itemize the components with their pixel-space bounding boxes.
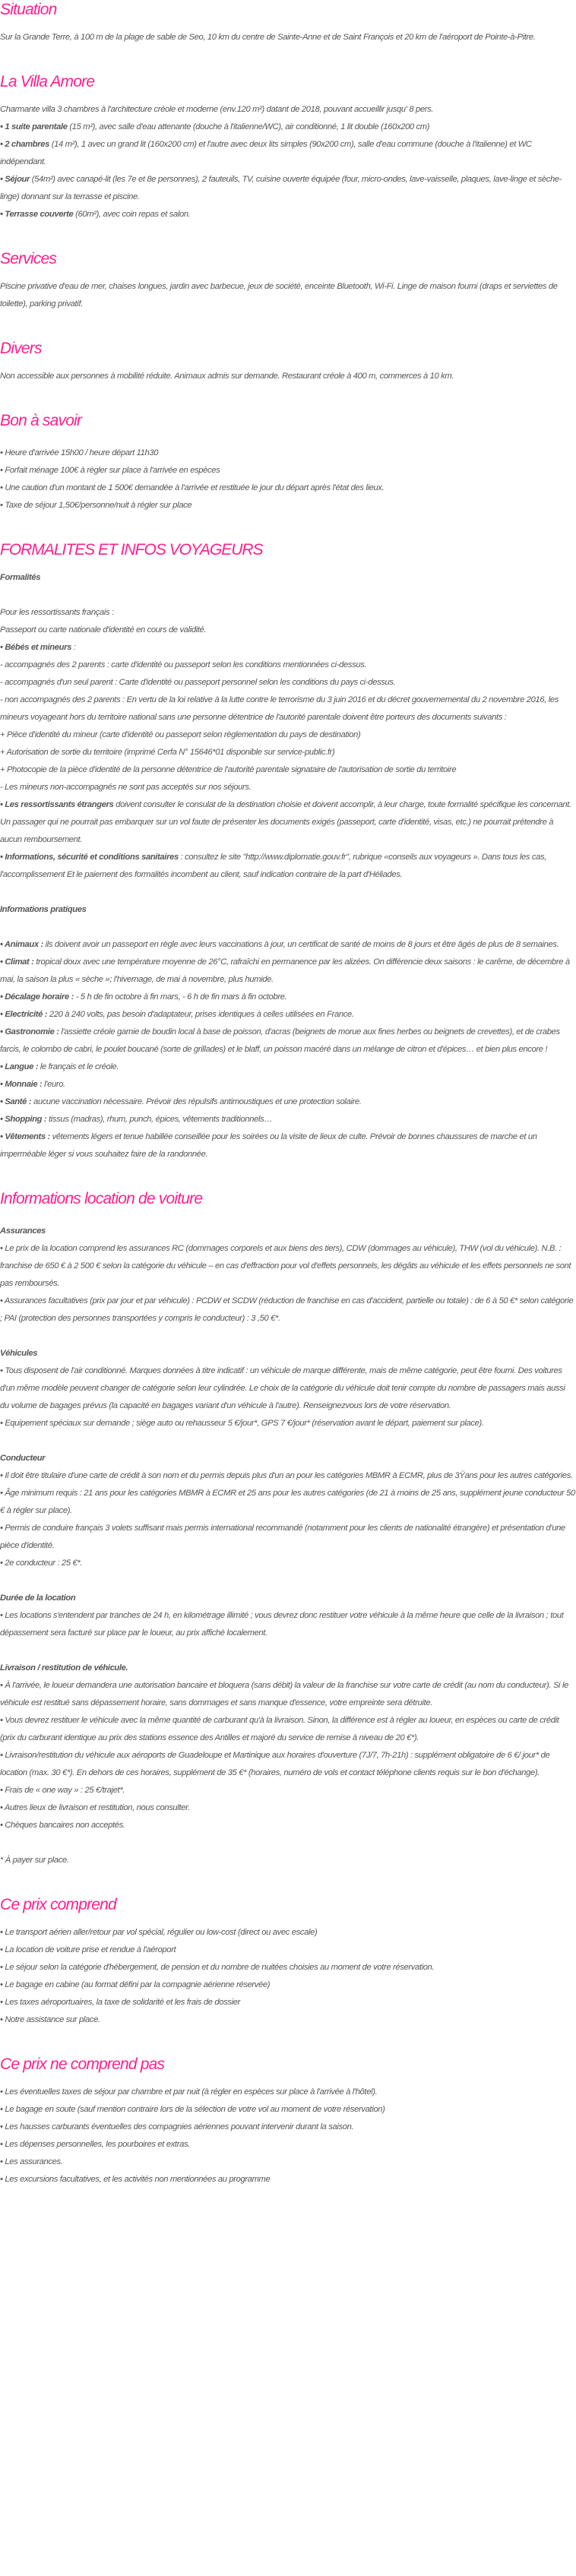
pratique-text: l'euro. (42, 1080, 65, 1089)
subheading-assurances: Assurances (0, 1226, 46, 1236)
pratique-label: • Vêtements : (0, 1132, 50, 1141)
list-item: • Le bagage en soute (sauf mention contraire lors de la sélection de votre vol au moment de votre réservation) (0, 2105, 385, 2114)
pratique-item (0, 989, 576, 1006)
list-item: • Âge minimum requis : 21 ans pour les catégories MBMR à ECMR et 25 ans pour les autres catégories (de 21 à moins de 25 ans, supplément jeune conducteur 50 € à régler sur place). (0, 1489, 575, 1515)
villa-item-label: • Terrasse couverte (0, 210, 74, 219)
list-item: • Il doit être titulaire d'une carte de crédit à son nom et du permis depuis plus d'un an pour les catégories MBMR à ECMR, plus de 3Ÿans pour les autres catégories. (0, 1471, 573, 1480)
pratique-text: - 5 h de fin octobre à fin mars, - 6 h de fin mars à fin octobre. (74, 992, 287, 1002)
villa-item-text: (15 m²), avec salle d'eau attenante (douche à l'italienne/WC), air conditionné, 1 lit double (160x200 cm) (67, 122, 430, 131)
list-item: • Forfait ménage 100€ à régler sur place à l'arrivée en espèces (0, 466, 220, 475)
heading-bon-a-savoir: Bon à savoir (0, 412, 82, 429)
formalites-line: - accompagnés d'un seul parent : Carte d'identité ou passeport personnel selon les conditions du pays ci-dessus. (0, 678, 396, 687)
pratique-text: 220 à 240 volts, pas besoin d'adaptateur, prises identiques à celles utilisées en France. (47, 1010, 354, 1019)
list-item: • Les excursions facultatives, et les activités non mentionnées au programme (0, 2175, 271, 2184)
formalites-line: - non accompagnés des 2 parents : En vertu de la loi relative à la lutte contre le terrorisme du 3 juin 2016 et du décret gouvernemental du 2 novembre 2016, les mineurs voyageant hors du territoire national sans une personne détentrice de l'autorité parentale doivent être porteurs des documents suivants : (0, 695, 559, 722)
section-divers (0, 339, 576, 385)
list-item: • Les hausses carburants éventuelles des compagnies aériennes pouvant intervenir durant la saison. (0, 2122, 354, 2131)
formalites-label: • Les ressortissants étrangers (0, 800, 114, 809)
villa-item-label: • 2 chambres (0, 140, 50, 149)
pratique-text: le français et le créole. (38, 1062, 119, 1071)
pratique-item (0, 1093, 576, 1111)
heading-location-voiture: Informations location de voiture (0, 1190, 203, 1207)
pratique-text: vêtements légers et tenue habillée conseillée pour les soirées ou la visite de lieux de culte. Prévoir de bonnes chaussures de marche et un imperméable léger si vous souhaitez faire de la randonnée. (0, 1132, 537, 1159)
pratique-label: • Décalage horaire : (0, 992, 74, 1002)
formalites-line: + Pièce d'identité du mineur (carte d'identité ou passeport selon règlementation du pays de destination) (0, 730, 361, 739)
list-item: • Le transport aérien aller/retour par vol spécial, régulier ou low-cost (direct ou avec escale) (0, 1928, 318, 1937)
formalites-label: • Informations, sécurité et conditions sanitaires (0, 853, 179, 862)
villa-item-label: • Séjour (0, 175, 30, 184)
list-item: • Assurances facultatives (prix par jour et par véhicule) : PCDW et SCDW (réduction de franchise en cas d'accident, partielle ou totale) : de 6 à 50 €* selon catégorie ; PAI (protection des personnes transportées y compris le conducteur) : 3 ,50 €*. (0, 1296, 574, 1323)
heading-prix-ne-comprend-pas: Ce prix ne comprend pas (0, 2055, 165, 2073)
formalites-line (0, 639, 576, 657)
pratique-label: • Santé : (0, 1097, 32, 1106)
villa-item-text: (60m²), avec coin repas et salon. (73, 210, 191, 219)
section-situation (0, 0, 576, 46)
formalites-line: + Photocopie de la pièce d'identité de la personne détentrice de l'autorité parentale signataire de l'autorisation de sortie du territoire (0, 765, 457, 774)
pratique-text: l'assiette créole garnie de boudin local à base de poisson, d'acras (beignets de morue aux fines herbes ou beignets de crevettes), et de crabes farcis, le colombo de cabri, le poulet boucané (sorte de grillades) et le blaff, un poisson macéré dans un mélange de citron et d'épices… et bien plus encore ! (0, 1027, 560, 1054)
list-item: • Equipement spéciaux sur demande ; siège auto ou rehausseur 5 €/jour*, GPS 7 €/jour* (réservation avant le départ, paiement sur place). (0, 1419, 484, 1428)
pratique-item (0, 1006, 576, 1024)
list-item: • Les locations s'entendent par tranches de 24 h, en kilométrage illimité ; vous devrez donc restituer votre véhicule à la même heure que celle de la livraison ; tout dépassement sera facturé sur place par le loueur, au prix affiché localement. (0, 1611, 564, 1638)
list-item: • Livraison/restitution du véhicule aux aéroports de Guadeloupe et Martinique aux horaires d'ouverture (7J/7, 7h-21h) : supplément obligatoire de 6 €/ jour* de location (max. 30 €*). En dehors de ces horaires, supplément de 35 €* (horaires, numéro de vols et contact téléphone clients requis sur le bon d'échange). (0, 1751, 550, 1777)
formalites-text: : (71, 643, 76, 652)
section-location-voiture (0, 1189, 576, 1869)
subheading-formalites: Formalités (0, 573, 41, 582)
formalites-line: Pour les ressortissants français : (0, 608, 114, 617)
section-villa (0, 72, 576, 223)
formalites-line: - Les mineurs non-accompagnés ne sont pas acceptés sur nos séjours. (0, 783, 252, 792)
section-prix-ne-comprend-pas (0, 2055, 576, 2188)
subheading-vehicules: Véhicules (0, 1349, 38, 1358)
section-services (0, 249, 576, 313)
list-item: • Une caution d'un montant de 1 500€ demandée à l'arrivée et restituée le jour du départ après l'état des lieux. (0, 483, 385, 492)
formalites-text: doivent consulter le consulat de la destination choisie et doivent accomplir, à leur charge, toute formalité spécifique les concernant. Un passager qui ne pourrait pas embarquer sur un vol faute de présenter les documents exigés (passeport, carte d'identité, visas, etc.) ne pourrait prétendre à aucun remboursement. (0, 800, 571, 844)
heading-services: Services (0, 250, 57, 267)
pratique-text: tropical doux avec une température moyenne de 26°C, rafraîchi en permanence par les alizées. On différencie deux saisons : le carême, de décembre à mai, la saison la plus « sèche »; l'hivernage, de mai à novembre, plus humide. (0, 957, 570, 984)
pratique-label: • Climat : (0, 957, 34, 967)
formalites-line: + Autorisation de sortie du territoire (imprimé Cerfa N° 15646*01 disponible sur service-public.fr) (0, 748, 335, 757)
pratique-item (0, 954, 576, 989)
section-formalites (0, 540, 576, 1163)
villa-item-text: (54m²) avec canapé-lit (les 7e et 8e personnes), 2 fauteuils, TV, cuisine ouverte équipée (four, micro-ondes, lave-vaisselle, plaques, lave-linge et sèche-linge) donnant sur la terrasse et piscine. (0, 175, 562, 201)
list-item: • Autres lieux de livraison et restitution, nous consulter. (0, 1803, 190, 1812)
subheading-duree: Durée de la location (0, 1593, 76, 1603)
villa-intro: Charmante villa 3 chambres à l'architecture créole et moderne (env.120 m²) datant de 2018, pouvant accueillir jusqu' 8 pers. (0, 105, 434, 114)
heading-villa: La Villa Amore (0, 73, 95, 90)
list-item: • Le prix de la location comprend les assurances RC (dommages corporels et aux biens des tiers), CDW (dommages au véhicule), THW (vol du véhicule). N.B. : franchise de 650 € à 2 500 € selon la catégorie du véhicule – en cas d'effraction pour vol d'effets personnels, les dégâts au véhicule et les effets personnels ne sont pas remboursés. (0, 1244, 571, 1288)
pratique-label: • Animaux : (0, 940, 43, 949)
list-item: • Les éventuelles taxes de séjour par chambre et par nuit (à régler en espèces sur place à l'arrivée à l'hôtel). (0, 2087, 378, 2097)
pratique-text: aucune vaccination nécessaire. Prévoir des répulsifs antimoustiques et une protection solaire. (31, 1097, 362, 1106)
heading-divers: Divers (0, 340, 42, 357)
pratique-text: tissus (madras), rhum, punch, épices, vêtements traditionnels… (46, 1115, 273, 1124)
subheading-pratiques: Informations pratiques (0, 905, 87, 914)
formalites-line: Passeport ou carte nationale d'identité en cours de validité. (0, 625, 207, 635)
heading-formalites: FORMALITES ET INFOS VOYAGEURS (0, 541, 263, 559)
list-item: • Le bagage en cabine (au format défini par la compagnie aérienne réservée) (0, 1980, 271, 1989)
section-prix-comprend (0, 1895, 576, 2029)
pratique-label: • Gastronomie : (0, 1027, 59, 1036)
pratique-item (0, 936, 576, 954)
villa-item (0, 171, 576, 206)
list-item: • Heure d'arrivée 15h00 / heure départ 11h30 (0, 448, 159, 457)
villa-item (0, 206, 576, 223)
heading-situation: Situation (0, 1, 57, 18)
pratique-item (0, 1128, 576, 1163)
heading-prix-comprend: Ce prix comprend (0, 1896, 116, 1913)
pratique-item (0, 1059, 576, 1076)
formalites-label: • Bébés et mineurs (0, 643, 71, 652)
subheading-livraison: Livraison / restitution de véhicule. (0, 1663, 128, 1673)
villa-item (0, 136, 576, 171)
villa-item-label: • 1 suite parentale (0, 122, 68, 131)
list-item: • Notre assistance sur place. (0, 2015, 100, 2024)
list-item: • Les assurances. (0, 2157, 63, 2166)
pratique-label: • Shopping : (0, 1115, 47, 1124)
divers-text: Non accessible aux personnes à mobilité réduite. Animaux admis sur demande. Restaurant créole à 400 m, commerces à 10 km. (0, 372, 454, 381)
pratique-label: • Electricité : (0, 1010, 48, 1019)
list-item: • Le séjour selon la catégorie d'hébergement, de pension et du nombre de nuitées choisies au moment de votre réservation. (0, 1963, 435, 1972)
formalites-line (0, 796, 576, 849)
list-item: • Les taxes aéroportuaires, la taxe de solidarité et les frais de dossier (0, 1998, 241, 2007)
services-text: Piscine privative d'eau de mer, chaises longues, jardin avec barbecue, jeux de société, enceinte Bluetooth, Wi-Fi. Linge de maison fourni (draps et serviettes de toilette), parking privatif. (0, 282, 558, 309)
footnote: * À payer sur place. (0, 1856, 69, 1865)
list-item: • À l'arrivée, le loueur demandera une autorisation bancaire et bloquera (sans débit) la valeur de la franchise sur votre carte de crédit (au nom du conducteur). Si le véhicule est restitué sans dépassement horaire, sans dommages et sans manque d'essence, votre empreinte sera détruite. (0, 1681, 568, 1707)
villa-item-text: (14 m²), 1 avec un grand lit (160x200 cm) et l'autre avec deux lits simples (90x200 cm), salle d'eau commune (douche à l'italienne) et WC indépendant. (0, 140, 532, 166)
list-item: • La location de voiture prise et rendue à l'aéroport (0, 1945, 176, 1954)
list-item: • Chèques bancaires non acceptés. (0, 1821, 125, 1830)
list-item: • Permis de conduire français 3 volets suffisant mais permis international recommandé (notamment pour les clients de nationalité étrangère) et présentation d'une pièce d'identité. (0, 1524, 565, 1550)
formalites-text: : consultez le site "http://www.diplomatie.gouv.fr", rubrique «conseils aux voyageurs ». Dans tous les cas, l'accomplissement Et le paiement des formalités incombent au client, sauf indication contraire de la part d'Héliades. (0, 853, 547, 879)
pratique-item (0, 1024, 576, 1059)
situation-text: Sur la Grande Terre, à 100 m de la plage de sable de Seo, 10 km du centre de Sainte-Anne et de Saint François et 20 km de l'aéroport de Pointe-à-Pitre. (0, 33, 536, 42)
list-item: • Vous devrez restituer le véhicule avec la même quantité de carburant qu'à la livraison. Sinon, la différence est à régler au loueur, en espèces ou carte de crédit (prix du carburant identique au prix des stations essence des Antilles et majoré du service de remise à niveau de 20 €*). (0, 1716, 559, 1742)
villa-item (0, 119, 576, 136)
section-bon-a-savoir (0, 411, 576, 514)
list-item: • Les dépenses personnelles, les pourboires et extras. (0, 2140, 190, 2149)
pratique-item (0, 1111, 576, 1128)
list-item: • Taxe de séjour 1,50€/personne/nuit à régler sur place (0, 501, 192, 510)
pratique-item (0, 1076, 576, 1093)
list-item: • Tous disposent de l'air conditionné. Marques données à titre indicatif : un véhicule de marque différente, mais de même catégorie, peut être fourni. Des voitures d'un même modèle peuvent changer de catégorie selon leur cylindrée. Le choix de la catégorie du véhicule doit tenir compte du nombre de passagers mais aussi du volume de bagages prévus (la capacité en bagages variant d'un véhicule à l'autre). Renseignezvous lors de votre réservation. (0, 1366, 565, 1410)
subheading-conducteur: Conducteur (0, 1454, 46, 1463)
list-item: • Frais de « one way » : 25 €/trajet*. (0, 1786, 125, 1795)
pratique-label: • Monnaie : (0, 1080, 43, 1089)
pratique-label: • Langue : (0, 1062, 39, 1071)
pratique-text: ils doivent avoir un passeport en règle avec leurs vaccinations à jour, un certificat de santé de moins de 8 jours et être âgés de plus de 8 semaines. (43, 940, 559, 949)
formalites-line: - accompagnés des 2 parents : carte d'identité ou passeport selon les conditions mentionnées ci-dessus. (0, 660, 367, 669)
list-item: • 2e conducteur : 25 €*. (0, 1559, 83, 1568)
formalites-line (0, 849, 576, 884)
